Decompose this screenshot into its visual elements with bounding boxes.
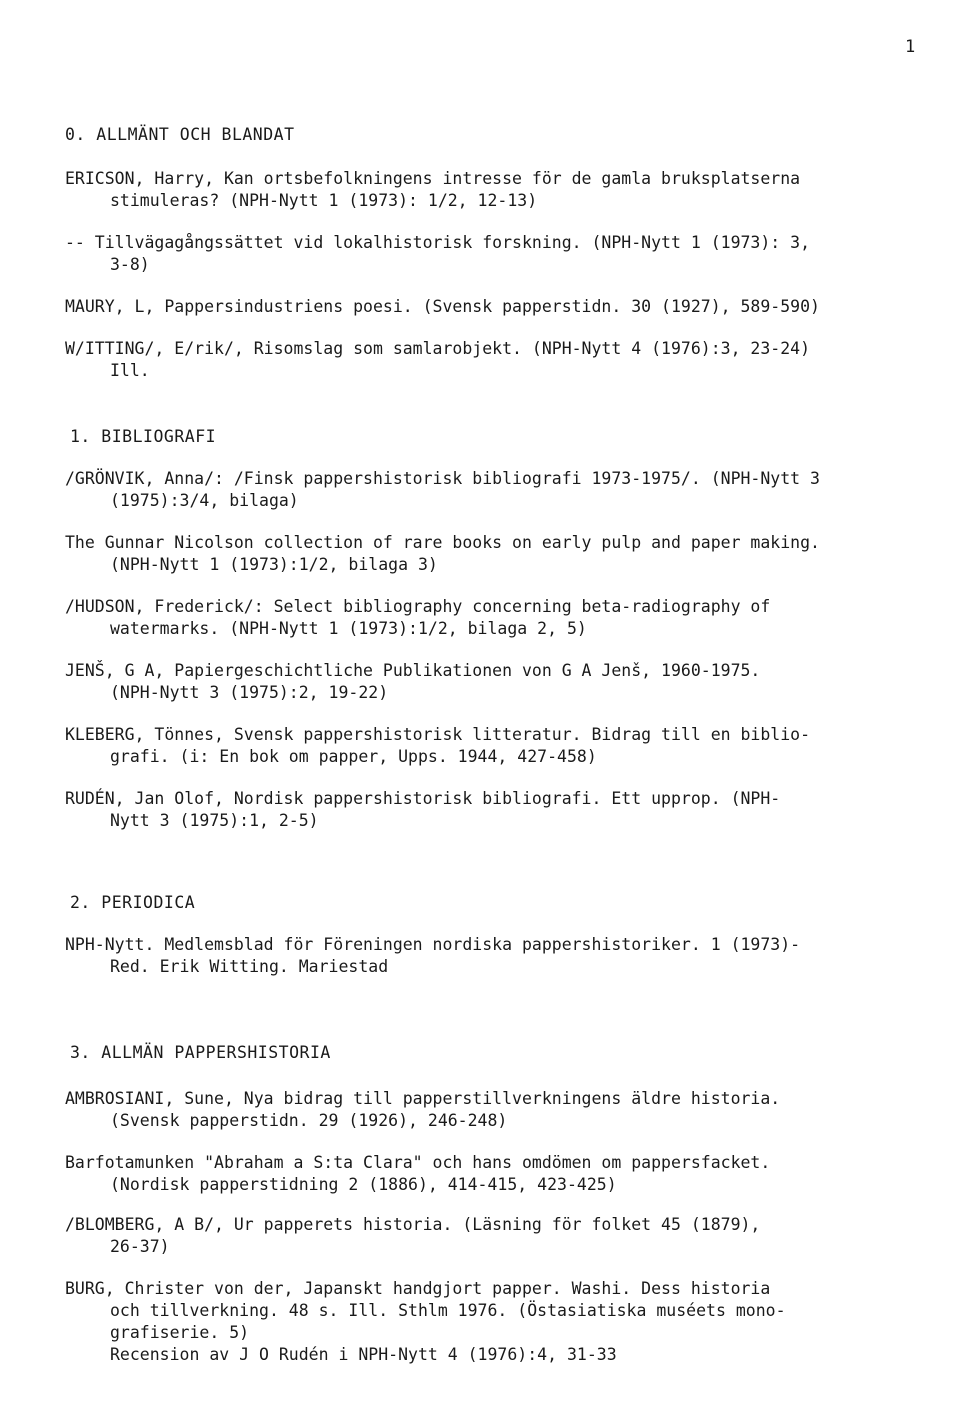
bibliography-entry — [65, 724, 875, 768]
bibliography-entry — [65, 468, 875, 512]
bibliography-entry — [65, 1088, 875, 1132]
entry-line: /BLOMBERG, A B/, Ur papperets historia. (Läsning för folket 45 (1879), — [65, 1215, 761, 1234]
bibliography-entry — [65, 1278, 875, 1366]
bibliography-entry — [65, 788, 875, 832]
entry-line: BURG, Christer von der, Japanskt handgjort papper. Washi. Dess historia — [65, 1279, 771, 1298]
entry-line: /HUDSON, Frederick/: Select bibliography concerning beta-radiography of — [65, 597, 771, 616]
entry-line: Recension av J O Rudén i NPH-Nytt 4 (1976):4, 31-33 — [110, 1345, 617, 1364]
entry-line: KLEBERG, Tönnes, Svensk pappershistorisk litteratur. Bidrag till en biblio- — [65, 725, 811, 744]
entry-line: The Gunnar Nicolson collection of rare books on early pulp and paper making. — [65, 533, 820, 552]
entry-line: Nytt 3 (1975):1, 2-5) — [110, 811, 319, 830]
entry-line: Red. Erik Witting. Mariestad — [110, 957, 389, 976]
bibliography-entry — [65, 1214, 875, 1258]
bibliography-entry — [65, 232, 875, 276]
entry-line: W/ITTING/, E/rik/, Risomslag som samlarobjekt. (NPH-Nytt 4 (1976):3, 23-24) — [65, 339, 811, 358]
bibliography-entry — [65, 168, 875, 212]
entry-line: AMBROSIANI, Sune, Nya bidrag till papperstillverkningens äldre historia. — [65, 1089, 781, 1108]
page-number: 1 — [905, 37, 916, 57]
entry-line: /GRÖNVIK, Anna/: /Finsk pappershistorisk bibliografi 1973-1975/. (NPH-Nytt 3 — [65, 469, 820, 488]
section-heading: 3. ALLMÄN PAPPERSHISTORIA — [70, 1043, 331, 1062]
entry-line: (NPH-Nytt 1 (1973):1/2, bilaga 3) — [110, 555, 438, 574]
entry-line: stimuleras? (NPH-Nytt 1 (1973): 1/2, 12-13) — [110, 191, 538, 210]
entry-line: (1975):3/4, bilaga) — [110, 491, 299, 510]
entry-line: NPH-Nytt. Medlemsblad för Föreningen nordiska pappershistoriker. 1 (1973)- — [65, 935, 801, 954]
entry-line: Ill. — [110, 361, 150, 380]
entry-line: JENŠ, G A, Papiergeschichtliche Publikationen von G A Jenš, 1960-1975. — [65, 661, 761, 680]
bibliography-entry — [65, 660, 875, 704]
entry-line: RUDÉN, Jan Olof, Nordisk pappershistorisk bibliografi. Ett upprop. (NPH- — [65, 789, 781, 808]
entry-line: 3-8) — [110, 255, 150, 274]
section-heading: 2. PERIODICA — [70, 893, 196, 912]
section-heading: 0. ALLMÄNT OCH BLANDAT — [65, 125, 295, 144]
entry-line: och tillverkning. 48 s. Ill. Sthlm 1976. (Östasiatiska muséets mono- — [110, 1301, 786, 1320]
entry-line: grafi. (i: En bok om papper, Upps. 1944, 427-458) — [110, 747, 597, 766]
entry-line: grafiserie. 5) — [110, 1323, 250, 1342]
entry-line: watermarks. (NPH-Nytt 1 (1973):1/2, bilaga 2, 5) — [110, 619, 587, 638]
entry-line: Barfotamunken "Abraham a S:ta Clara" och hans omdömen om pappersfacket. — [65, 1153, 771, 1172]
entry-line: 26-37) — [110, 1237, 170, 1256]
bibliography-entry — [65, 532, 875, 576]
bibliography-entry — [65, 296, 875, 318]
entry-line: (Svensk papperstidn. 29 (1926), 246-248) — [110, 1111, 508, 1130]
bibliography-entry — [65, 596, 875, 640]
entry-line: (Nordisk papperstidning 2 (1886), 414-415, 423-425) — [110, 1175, 617, 1194]
entry-line: ERICSON, Harry, Kan ortsbefolkningens intresse för de gamla bruksplatserna — [65, 169, 801, 188]
bibliography-entry — [65, 934, 875, 978]
entry-line: -- Tillvägagångssättet vid lokalhistorisk forskning. (NPH-Nytt 1 (1973): 3, — [65, 233, 811, 252]
entry-line: MAURY, L, Pappersindustriens poesi. (Svensk papperstidn. 30 (1927), 589-590) — [65, 297, 820, 316]
bibliography-entry — [65, 338, 875, 382]
section-heading: 1. BIBLIOGRAFI — [70, 427, 217, 446]
bibliography-entry — [65, 1152, 875, 1196]
entry-line: (NPH-Nytt 3 (1975):2, 19-22) — [110, 683, 389, 702]
